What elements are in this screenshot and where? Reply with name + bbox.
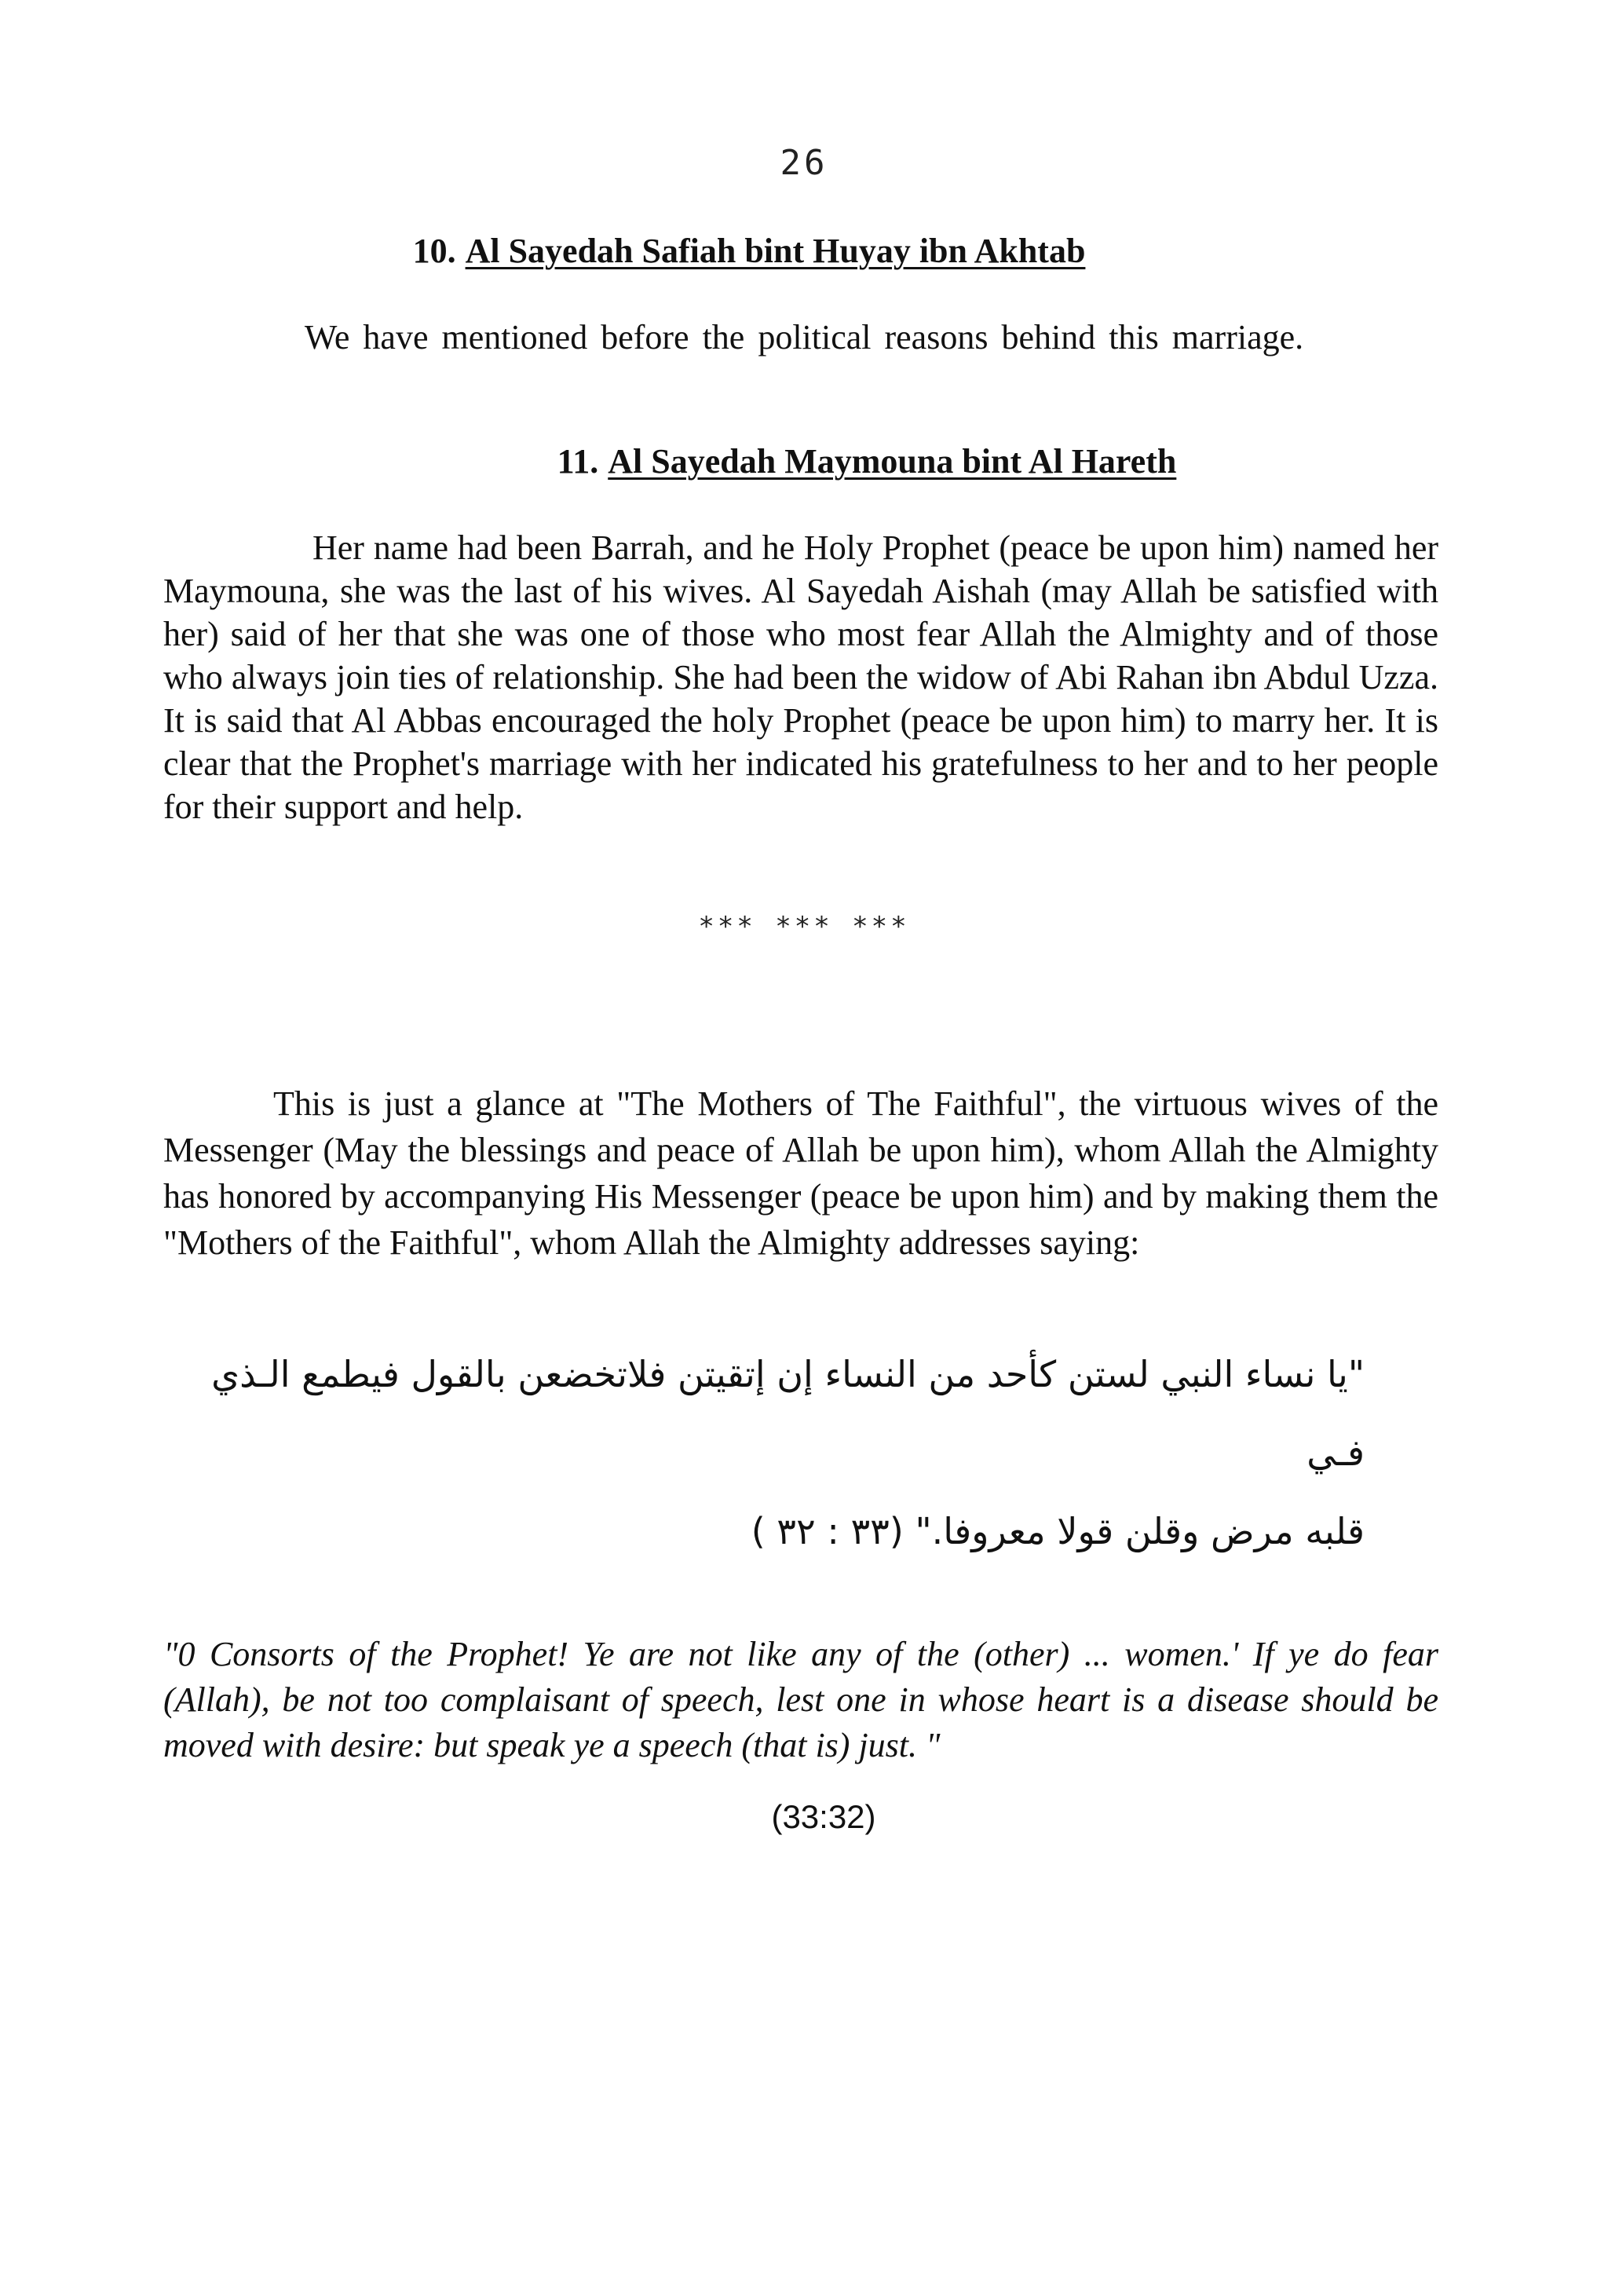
separator: *** *** *** — [698, 911, 910, 942]
arabic-verse-line-2: قلبه مرض وقلن قولا معروفا." (٣٣ : ٣٢ ) — [751, 1510, 1365, 1552]
section-10-title: Al Sayedah Safiah bint Huyay ibn Akhtab — [465, 232, 1086, 270]
closing-paragraph — [163, 1080, 1438, 1266]
arabic-verse — [163, 1335, 1365, 1570]
section-11-text: Her name had been Barrah, and he Holy Prophet (peace be upon him) named her Maymouna, she was the last of his wives. Al Sayedah Aishah (may Allah be satisfied with her) said of her that she was one of those who most fear Allah the Almighty and of those who always join ties of relationship. She had been the widow of Abi Rahan ibn Abdul Uzza. It is said that Al Abbas encouraged the holy Prophet (peace be upon him) to marry her. It is clear that the Prophet's marriage with her indicated his gratefulness to her and to her people for their support and help. — [163, 528, 1438, 826]
page-number: 26 — [780, 143, 828, 183]
section-11-heading — [63, 441, 1608, 481]
section-10-text: We have mentioned before the political reasons behind this marriage. — [304, 318, 1304, 356]
verse-translation: "0 Consorts of the Prophet! Ye are not like any of the (other) ... women.' If ye do fear (Allah), be not too complaisant of speech, lest one in whose heart is a disease should be moved with desire: but speak ye a speech (that is) just. " — [163, 1635, 1438, 1764]
section-10-number: 10. — [412, 232, 456, 270]
section-11-title: Al Sayedah Maymouna bint Al Hareth — [608, 442, 1177, 481]
section-10-heading — [0, 231, 1553, 271]
verse-reference: (33:32) — [771, 1798, 876, 1835]
section-11-number: 11. — [557, 442, 599, 481]
closing-paragraph-text: This is just a glance at "The Mothers of The Faithful", the virtuous wives of the Messenger (May the blessings and peace of Allah be upon him), whom Allah the Almighty has honored by accompanying His Messenger (peace be upon him) and by making them the "Mothers of the Faithful", whom Allah the Almighty addresses saying: — [163, 1084, 1438, 1262]
arabic-verse-line-1: "يا نساء النبي لستن كأحد من النساء إن إتقيتن فلاتخضعن بالقول فيطمع الـذي فـي — [211, 1353, 1365, 1474]
section-11-paragraph — [163, 526, 1438, 828]
